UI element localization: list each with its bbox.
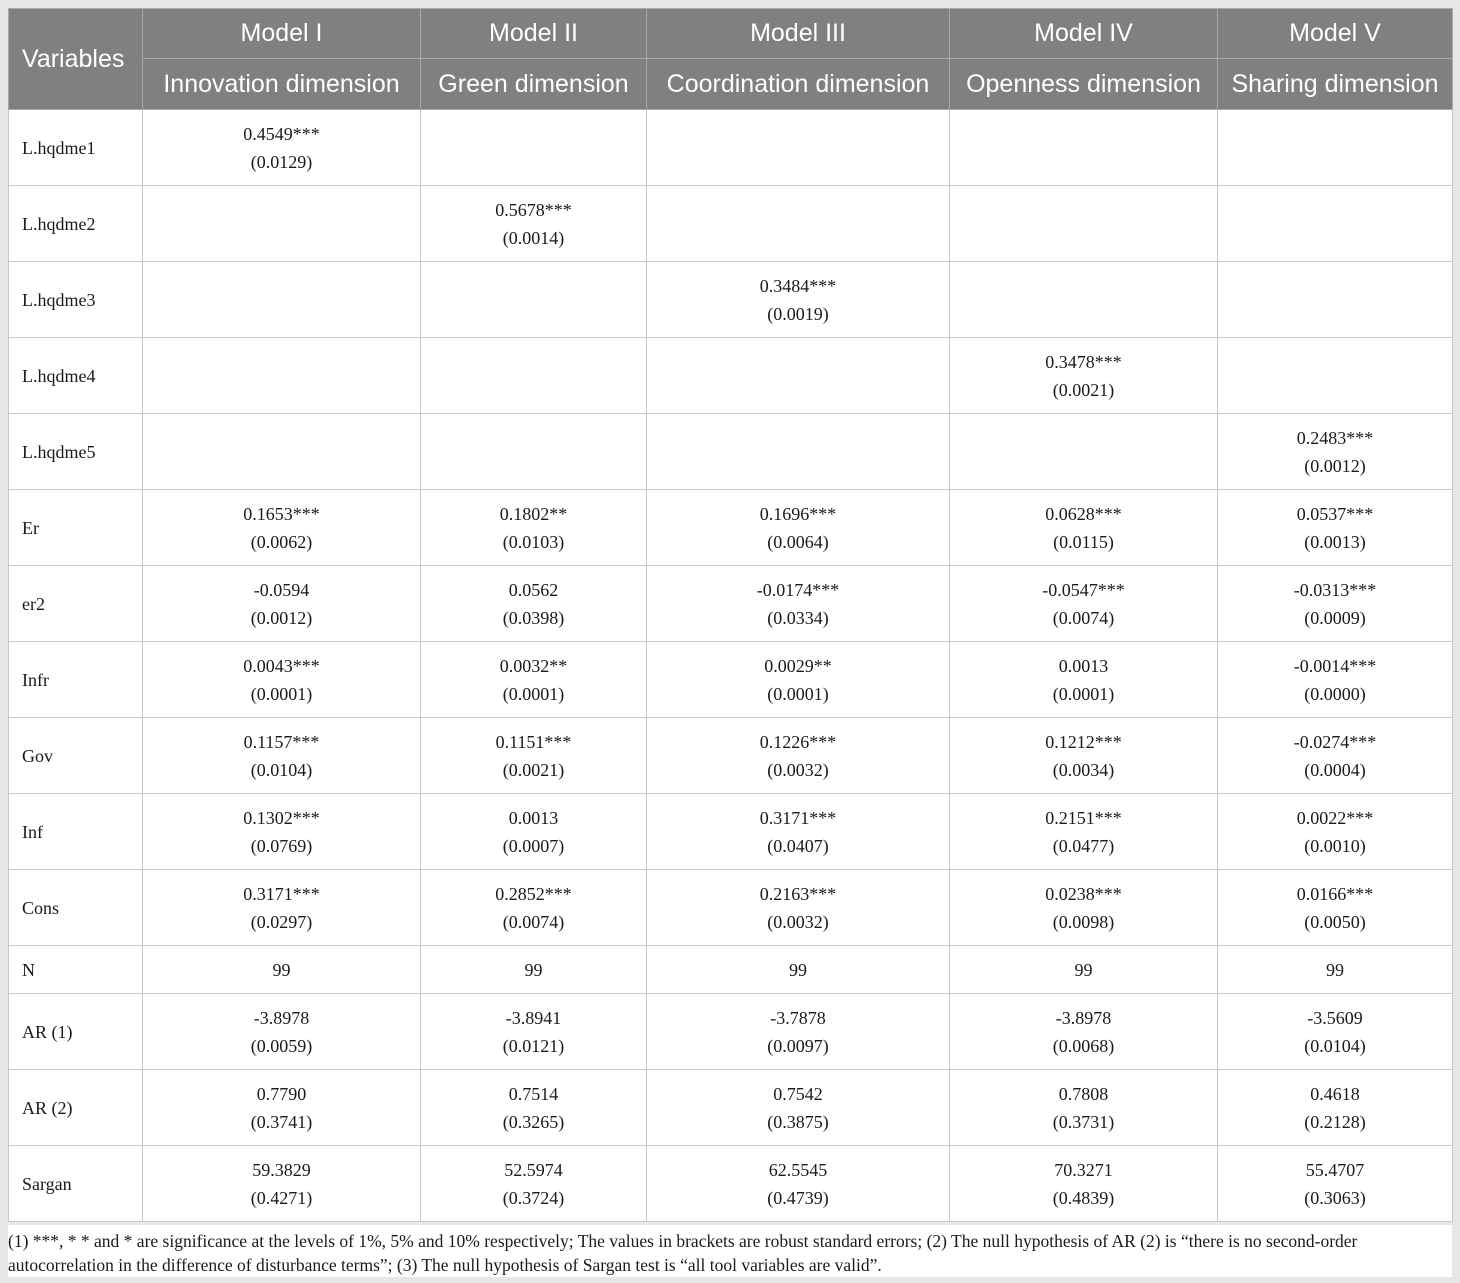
standard-error-value: (0.3063) [1304, 1187, 1366, 1208]
table-cell [421, 1070, 647, 1146]
model-header: Model V [1218, 9, 1453, 59]
standard-error-value: (0.0019) [767, 303, 829, 324]
table-cell [421, 794, 647, 870]
coefficient-value: -3.7878 [770, 1007, 826, 1028]
table-row [9, 794, 1453, 870]
standard-error-value: (0.0010) [1304, 835, 1366, 856]
table-row [9, 1070, 1453, 1146]
variable-label: Gov [9, 718, 143, 794]
model-header: Model IV [950, 9, 1218, 59]
regression-results-table [8, 8, 1453, 1222]
table-row [9, 262, 1453, 338]
coefficient-value: -3.5609 [1307, 1007, 1363, 1028]
table-body [9, 110, 1453, 1222]
table-cell [421, 110, 647, 186]
table-cell [647, 870, 950, 946]
table-cell [950, 994, 1218, 1070]
coefficient-value: 0.1302*** [243, 807, 320, 828]
coefficient-value: -0.0274*** [1293, 731, 1377, 752]
coefficient-value: 0.5678*** [495, 199, 572, 220]
table-row [9, 946, 1453, 994]
table-cell [1218, 1146, 1453, 1222]
standard-error-value: (0.0012) [250, 607, 313, 628]
coefficient-value: 0.3171*** [243, 883, 320, 904]
standard-error-value: (0.0769) [250, 835, 313, 856]
dimension-header: Coordination dimension [647, 59, 950, 110]
coefficient-value: 99 [1074, 959, 1093, 980]
table-cell [143, 186, 421, 262]
standard-error-value: (0.0001) [250, 683, 313, 704]
table-footnote: (1) ***, * * and * are significance at the levels of 1%, 5% and 10% respectively; The values in brackets are robust standard errors; (2) The null hypothesis of AR (2) is “there is no second-order autocorrelation in the difference of disturbance terms”; (3) The null hypothesis of Sargan test is “all tool variables are valid”. [8, 1225, 1452, 1277]
header-row-dimensions [9, 59, 1453, 110]
dimension-header: Innovation dimension [143, 59, 421, 110]
coefficient-value: 0.1696*** [759, 503, 837, 524]
variable-label: L.hqdme5 [9, 414, 143, 490]
coefficient-value: 0.0166*** [1296, 883, 1374, 904]
table-cell [143, 1070, 421, 1146]
coefficient-value: 0.3484*** [759, 275, 837, 296]
table-row [9, 1146, 1453, 1222]
standard-error-value: (0.3741) [250, 1111, 313, 1132]
standard-error-value: (0.0121) [502, 1035, 565, 1056]
table-cell [950, 1146, 1218, 1222]
table-cell [647, 490, 950, 566]
coefficient-value: -0.0174*** [756, 579, 840, 600]
variable-label: Cons [9, 870, 143, 946]
table-cell [143, 414, 421, 490]
table-cell [647, 414, 950, 490]
table-row [9, 994, 1453, 1070]
coefficient-value: 0.2852*** [495, 883, 572, 904]
standard-error-value: (0.4271) [250, 1187, 313, 1208]
table-cell [421, 490, 647, 566]
table-cell [143, 642, 421, 718]
table-cell [421, 414, 647, 490]
model-header: Model III [647, 9, 950, 59]
table-cell [950, 490, 1218, 566]
table-cell [950, 946, 1218, 994]
standard-error-value: (0.0001) [1052, 683, 1115, 704]
standard-error-value: (0.0032) [767, 759, 829, 780]
table-cell [421, 870, 647, 946]
variable-label: Inf [9, 794, 143, 870]
table-cell [647, 1146, 950, 1222]
table-cell [143, 794, 421, 870]
table-cell [950, 566, 1218, 642]
table-cell [1218, 262, 1453, 338]
coefficient-value: 0.3171*** [759, 807, 837, 828]
standard-error-value: (0.0104) [250, 759, 313, 780]
standard-error-value: (0.0032) [767, 911, 829, 932]
coefficient-value: 99 [789, 959, 807, 980]
coefficient-value: -0.0014*** [1293, 655, 1377, 676]
coefficient-value: 0.7808 [1058, 1083, 1109, 1104]
table-cell [1218, 642, 1453, 718]
standard-error-value: (0.0074) [1052, 607, 1115, 628]
variable-label: Infr [9, 642, 143, 718]
coefficient-value: -3.8978 [253, 1007, 310, 1028]
coefficient-value: 0.1157*** [243, 731, 320, 752]
standard-error-value: (0.0007) [502, 835, 565, 856]
coefficient-value: 0.0032** [499, 655, 568, 676]
coefficient-value: 0.0013 [508, 807, 559, 828]
standard-error-value: (0.0098) [1052, 911, 1115, 932]
table-cell [647, 794, 950, 870]
standard-error-value: (0.0021) [502, 759, 565, 780]
variable-label: er2 [9, 566, 143, 642]
table-cell [421, 946, 647, 994]
coefficient-value: 0.4618 [1310, 1083, 1360, 1104]
standard-error-value: (0.0129) [250, 151, 313, 172]
table-cell [647, 994, 950, 1070]
table-cell [1218, 994, 1453, 1070]
coefficient-value: 99 [272, 959, 291, 980]
standard-error-value: (0.3265) [502, 1111, 565, 1132]
table-cell [421, 338, 647, 414]
table-row [9, 110, 1453, 186]
table-cell [143, 110, 421, 186]
standard-error-value: (0.0021) [1052, 379, 1115, 400]
variable-label: L.hqdme1 [9, 110, 143, 186]
coefficient-value: 0.1802** [499, 503, 568, 524]
table-row [9, 870, 1453, 946]
coefficient-value: 0.2151*** [1045, 807, 1122, 828]
table-cell [143, 946, 421, 994]
table-cell [647, 262, 950, 338]
table-cell [647, 718, 950, 794]
table-cell [1218, 946, 1453, 994]
coefficient-value: -3.8941 [505, 1007, 562, 1028]
standard-error-value: (0.0034) [1052, 759, 1115, 780]
table-cell [950, 642, 1218, 718]
table-row [9, 566, 1453, 642]
dimension-header: Sharing dimension [1218, 59, 1453, 110]
table-cell [143, 1146, 421, 1222]
variable-label: AR (1) [9, 994, 143, 1070]
standard-error-value: (0.4839) [1052, 1187, 1115, 1208]
coefficient-value: -0.0594 [253, 579, 310, 600]
table-cell [421, 718, 647, 794]
coefficient-value: 0.0562 [508, 579, 559, 600]
coefficient-value: 0.2483*** [1296, 427, 1374, 448]
coefficient-value: 0.0537*** [1296, 503, 1374, 524]
table-row [9, 338, 1453, 414]
coefficient-value: 0.7514 [508, 1083, 559, 1104]
table-cell [950, 110, 1218, 186]
standard-error-value: (0.0004) [1304, 759, 1366, 780]
table-cell [421, 642, 647, 718]
standard-error-value: (0.3731) [1052, 1111, 1115, 1132]
table-cell [421, 994, 647, 1070]
table-cell [143, 994, 421, 1070]
standard-error-value: (0.0398) [502, 607, 565, 628]
coefficient-value: 0.7790 [256, 1083, 307, 1104]
table-row [9, 414, 1453, 490]
coefficient-value: 0.2163*** [759, 883, 837, 904]
table-header [9, 9, 1453, 110]
coefficient-value: -0.0313*** [1293, 579, 1377, 600]
table-cell [950, 1070, 1218, 1146]
standard-error-value: (0.0000) [1304, 683, 1366, 704]
coefficient-value: 0.0013 [1058, 655, 1109, 676]
coefficient-value: 0.4549*** [243, 123, 320, 144]
table-cell [950, 718, 1218, 794]
table-row [9, 186, 1453, 262]
coefficient-value: 0.7542 [773, 1083, 823, 1104]
table-cell [950, 414, 1218, 490]
variable-label: L.hqdme4 [9, 338, 143, 414]
standard-error-value: (0.2128) [1304, 1111, 1366, 1132]
header-row-models [9, 9, 1453, 59]
coefficient-value: 99 [1326, 959, 1344, 980]
table-cell [950, 186, 1218, 262]
table-cell [421, 186, 647, 262]
table-cell [1218, 1070, 1453, 1146]
dimension-header: Openness dimension [950, 59, 1218, 110]
variable-label: L.hqdme3 [9, 262, 143, 338]
dimension-header: Green dimension [421, 59, 647, 110]
standard-error-value: (0.3875) [767, 1111, 829, 1132]
standard-error-value: (0.0013) [1304, 531, 1366, 552]
variable-label: N [9, 946, 143, 994]
table-cell [1218, 338, 1453, 414]
table-cell [647, 1070, 950, 1146]
standard-error-value: (0.0062) [250, 531, 313, 552]
table-cell [647, 642, 950, 718]
table-cell [421, 262, 647, 338]
table-cell [950, 262, 1218, 338]
coefficient-value: -0.0547*** [1042, 579, 1125, 600]
standard-error-value: (0.0407) [767, 835, 829, 856]
coefficient-value: 0.0043*** [243, 655, 320, 676]
standard-error-value: (0.0097) [767, 1035, 829, 1056]
coefficient-value: 0.1653*** [243, 503, 320, 524]
table-cell [143, 566, 421, 642]
table-cell [647, 186, 950, 262]
table-cell [143, 870, 421, 946]
table-cell [647, 110, 950, 186]
standard-error-value: (0.0477) [1052, 835, 1115, 856]
coefficient-value: 52.5974 [504, 1159, 563, 1180]
table-cell [143, 338, 421, 414]
table-cell [1218, 186, 1453, 262]
table-cell [1218, 794, 1453, 870]
table-cell [1218, 718, 1453, 794]
variable-label: Er [9, 490, 143, 566]
standard-error-value: (0.4739) [767, 1187, 829, 1208]
variable-label: Sargan [9, 1146, 143, 1222]
table-cell [1218, 414, 1453, 490]
table-row [9, 490, 1453, 566]
table-cell [950, 338, 1218, 414]
coefficient-value: 0.1226*** [759, 731, 837, 752]
table-cell [1218, 566, 1453, 642]
variable-label: L.hqdme2 [9, 186, 143, 262]
coefficient-value: 62.5545 [768, 1159, 828, 1180]
coefficient-value: 59.3829 [252, 1159, 311, 1180]
model-header: Model I [143, 9, 421, 59]
coefficient-value: 0.0628*** [1045, 503, 1122, 524]
standard-error-value: (0.0009) [1304, 607, 1366, 628]
model-header: Model II [421, 9, 647, 59]
standard-error-value: (0.0059) [250, 1035, 313, 1056]
table-row [9, 642, 1453, 718]
coefficient-value: 0.0022*** [1296, 807, 1374, 828]
coefficient-value: 70.3271 [1054, 1159, 1113, 1180]
coefficient-value: 55.4707 [1305, 1159, 1365, 1180]
table-cell [1218, 490, 1453, 566]
table-cell [647, 566, 950, 642]
table-cell [647, 946, 950, 994]
standard-error-value: (0.0074) [502, 911, 565, 932]
table-cell [143, 262, 421, 338]
standard-error-value: (0.0334) [767, 607, 829, 628]
table-cell [143, 718, 421, 794]
standard-error-value: (0.0012) [1304, 455, 1366, 476]
table-cell [1218, 870, 1453, 946]
table-cell [421, 566, 647, 642]
table-row [9, 718, 1453, 794]
table-cell [950, 870, 1218, 946]
table-cell [1218, 110, 1453, 186]
standard-error-value: (0.0050) [1304, 911, 1366, 932]
standard-error-value: (0.3724) [502, 1187, 565, 1208]
table-cell [143, 490, 421, 566]
table-cell [950, 794, 1218, 870]
standard-error-value: (0.0104) [1304, 1035, 1366, 1056]
standard-error-value: (0.0068) [1052, 1035, 1115, 1056]
table-cell [421, 1146, 647, 1222]
coefficient-value: 0.1151*** [495, 731, 572, 752]
standard-error-value: (0.0001) [767, 683, 829, 704]
coefficient-value: 0.0029** [764, 655, 832, 676]
standard-error-value: (0.0115) [1053, 531, 1114, 552]
variable-label: AR (2) [9, 1070, 143, 1146]
standard-error-value: (0.0297) [250, 911, 313, 932]
variables-header: Variables [9, 9, 143, 110]
standard-error-value: (0.0064) [767, 531, 829, 552]
standard-error-value: (0.0014) [502, 227, 565, 248]
coefficient-value: 0.1212*** [1045, 731, 1122, 752]
coefficient-value: 0.3478*** [1045, 351, 1122, 372]
table-cell [647, 338, 950, 414]
coefficient-value: 99 [524, 959, 543, 980]
standard-error-value: (0.0103) [502, 531, 565, 552]
coefficient-value: 0.0238*** [1045, 883, 1122, 904]
coefficient-value: -3.8978 [1055, 1007, 1112, 1028]
standard-error-value: (0.0001) [502, 683, 565, 704]
